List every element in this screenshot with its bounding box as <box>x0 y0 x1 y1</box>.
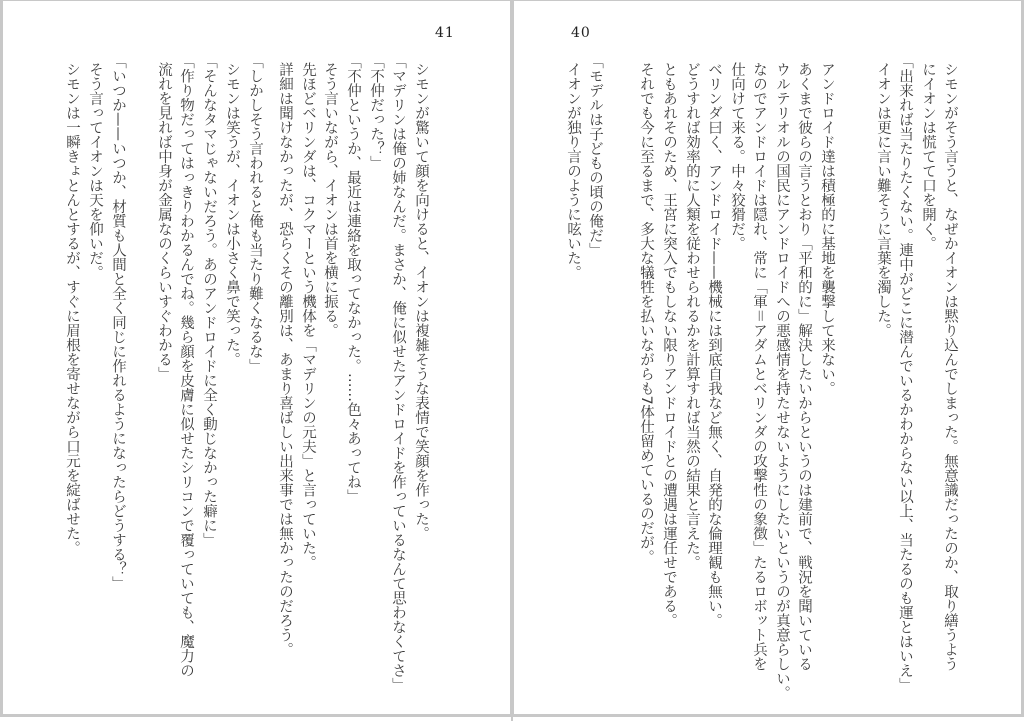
text-column: そう言ってイオンは天を仰いだ。 <box>87 62 103 280</box>
text-column: シモンがそう言うと、なぜかイオンは黙り込んでしまった。無意識だったのか、取り繕うよう <box>942 62 958 671</box>
text-column: あくまで彼らの言うとおり「平和的に」解決したいからというのは建前で、戦況を聞いている <box>796 62 812 671</box>
text-column: それでも今に至るまで、多大な犠牲を払いながらも7体仕留めているのだが。 <box>638 62 654 565</box>
page-number-right: 40 <box>571 25 591 41</box>
text-column: ベリンダ曰く、アンドロイド——機械には到底自我など無く、自発的な倫理観も無い。 <box>706 62 722 628</box>
text-column: イオンが独り言のように呟いた。 <box>565 62 581 280</box>
text-column: イオンは更に言い難そうに言葉を濁した。 <box>875 62 891 338</box>
text-column: 「作り物だってはっきりわかるんでね。幾ら顔を皮膚に似せたシリコンで覆っていても、魔力の <box>178 54 194 678</box>
text-column: 「いつか——いつか、材質も人間と全く同じに作れるようになったらどうする？」 <box>110 54 126 591</box>
text-column: 「不仲だった？」 <box>368 54 384 170</box>
text-column: 「しかしそう言われると俺も当たり難くなるな」 <box>247 54 263 373</box>
text-column: にイオンは慌てて口を開く。 <box>920 62 936 251</box>
text-column: どうすれば効率的に人類を従わせられるかを計算すれば当然の結果と言えた。 <box>684 62 700 570</box>
text-column: ともあれそのため、王宮に突入でもしない限りアンドロイドとの遭遇は運任せである。 <box>661 62 677 628</box>
text-column: 詳細は聞けなかったが、恐らくその離別は、あまり喜ばしい出来事では無かったのだろう。 <box>277 62 293 657</box>
text-column: 先ほどベリンダは、コクマーという機体を「マデリンの元夫」と言っていた。 <box>300 62 316 570</box>
text-column: 「不仲というか、最近は連絡を取ってなかった。……色々あってね」 <box>345 54 361 504</box>
text-column: 仕向けて来る。中々狡猾だ。 <box>729 62 745 251</box>
text-column: 流れを見れば中身が金属なのくらいすぐわかる」 <box>156 62 172 381</box>
text-column: なのでアンドロイドは隠れ、常に「軍＝アダムとベリンダの攻撃性の象徴」たるロボット兵を <box>751 62 767 671</box>
text-column: シモンは一瞬きょとんとするが、すぐに眉根を寄せながら口元を綻ばせた。 <box>64 62 80 555</box>
text-column: 「出来れば当たりたくない。連中がどこに潜んでいるかわからない以上、当たるのも運とはいえ」 <box>897 54 913 692</box>
text-column: 「マデリンは俺の姉なんだ。まさか、俺に似せたアンドロイドを作っているなんて思わなくてさ」 <box>390 54 406 692</box>
text-column: そう言いながら、イオンは首を横に振る。 <box>322 62 338 338</box>
page-number-left: 41 <box>435 25 455 41</box>
text-column: 「モデルは子どもの頃の俺だ」 <box>587 54 603 257</box>
text-column: ウルテリオルの国民にアンドロイドへの悪感情を持たせないようにしたいというのが真意らしい。 <box>774 62 790 700</box>
text-column: シモンが驚いて顔を向けると、イオンは複雑そうな表情で笑顔を作った。 <box>413 62 429 541</box>
text-column: 「そんなタマじゃないだろう。あのアンドロイドに全く動じなかった癖に」 <box>201 54 217 547</box>
text-column: シモンは笑うが、イオンは小さく鼻で笑った。 <box>224 62 240 367</box>
text-column: アンドロイド達は積極的に基地を襲撃して来ない。 <box>819 62 835 396</box>
